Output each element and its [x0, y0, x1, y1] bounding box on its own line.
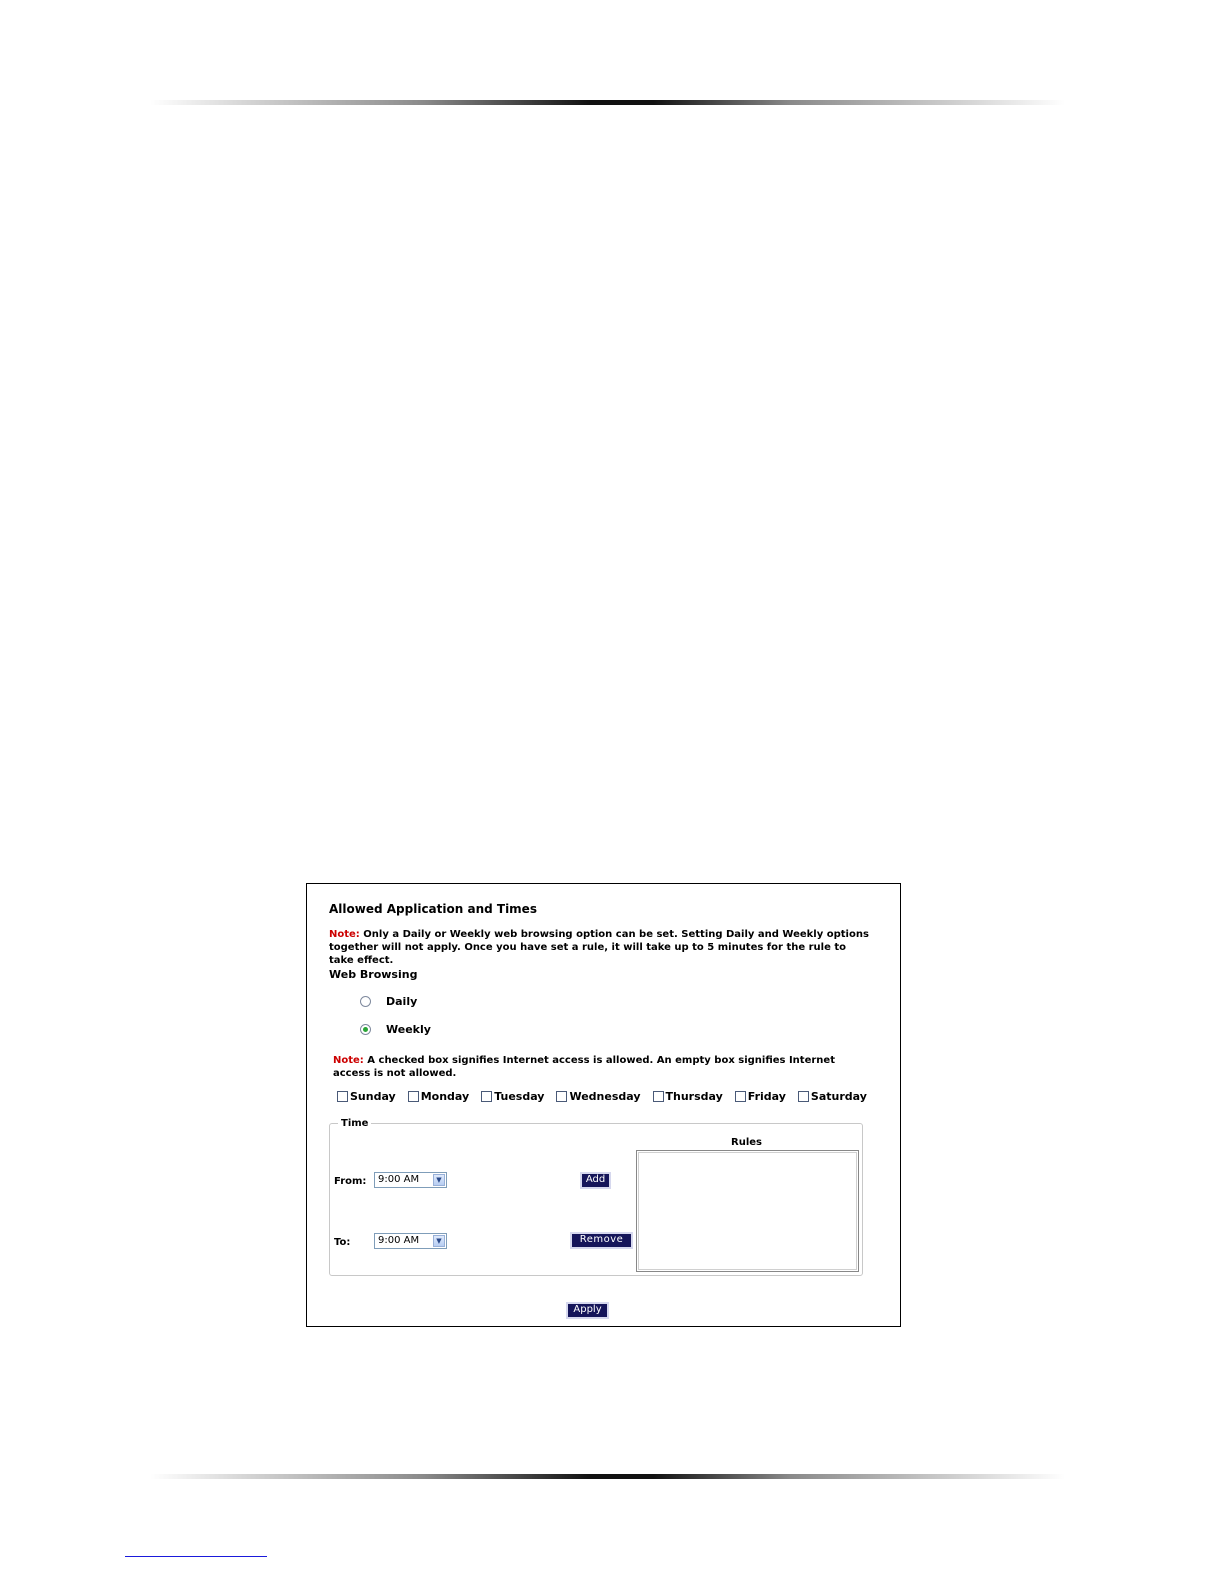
day-sunday[interactable] [337, 1090, 396, 1103]
weekly-radio[interactable] [360, 1024, 371, 1035]
daily-radio[interactable] [360, 996, 371, 1007]
note-label: Note: [329, 929, 360, 940]
remove-button[interactable]: Remove [570, 1232, 633, 1249]
chevron-down-icon[interactable]: ▼ [433, 1174, 445, 1186]
panel-title: Allowed Application and Times [329, 902, 537, 916]
note-text: Only a Daily or Weekly web browsing option can be set. Setting Daily and Weekly options together will not apply. Once you have set a rule, it will take up to 5 minutes for the rule to take effect. [329, 929, 869, 966]
weekly-radio-label: Weekly [386, 1023, 431, 1036]
friday-checkbox[interactable] [735, 1091, 746, 1102]
header-divider [150, 100, 1065, 105]
day-tuesday[interactable] [481, 1090, 544, 1103]
footer-link-underline [125, 1556, 267, 1557]
footer-divider [150, 1474, 1065, 1479]
monday-checkbox[interactable] [408, 1091, 419, 1102]
day-wednesday[interactable] [556, 1090, 640, 1103]
day-friday[interactable] [735, 1090, 786, 1103]
day-label: Sunday [350, 1090, 396, 1103]
to-label: To: [334, 1237, 351, 1248]
rules-label: Rules [731, 1137, 762, 1148]
from-time-value: 9:00 AM [378, 1174, 420, 1185]
note-daily-weekly [329, 928, 869, 967]
apply-button[interactable]: Apply [566, 1302, 609, 1319]
day-label: Tuesday [494, 1090, 545, 1103]
note-label: Note: [333, 1055, 364, 1066]
allowed-app-times-panel [306, 883, 901, 1327]
note-access [333, 1054, 873, 1080]
day-thursday[interactable] [653, 1090, 723, 1103]
from-time-select[interactable] [374, 1172, 447, 1188]
note-text: A checked box signifies Internet access is allowed. An empty box signifies Internet access is not allowed. [333, 1055, 835, 1079]
web-browsing-label: Web Browsing [329, 968, 418, 981]
saturday-checkbox[interactable] [798, 1091, 809, 1102]
to-time-value: 9:00 AM [378, 1235, 420, 1246]
add-button[interactable]: Add [580, 1172, 611, 1189]
wednesday-checkbox[interactable] [556, 1091, 567, 1102]
time-legend: Time [341, 1118, 369, 1129]
day-label: Thursday [665, 1090, 723, 1103]
tuesday-checkbox[interactable] [481, 1091, 492, 1102]
day-checkboxes [337, 1090, 867, 1103]
sunday-checkbox[interactable] [337, 1091, 348, 1102]
day-label: Wednesday [569, 1090, 641, 1103]
daily-radio-label: Daily [386, 995, 418, 1008]
day-label: Friday [747, 1090, 786, 1103]
thursday-checkbox[interactable] [653, 1091, 664, 1102]
day-saturday[interactable] [798, 1090, 867, 1103]
rules-listbox[interactable] [636, 1150, 859, 1272]
day-label: Saturday [810, 1090, 867, 1103]
day-monday[interactable] [408, 1090, 469, 1103]
to-time-select[interactable] [374, 1233, 447, 1249]
chevron-down-icon[interactable]: ▼ [433, 1235, 445, 1247]
from-label: From: [334, 1176, 367, 1187]
day-label: Monday [420, 1090, 470, 1103]
